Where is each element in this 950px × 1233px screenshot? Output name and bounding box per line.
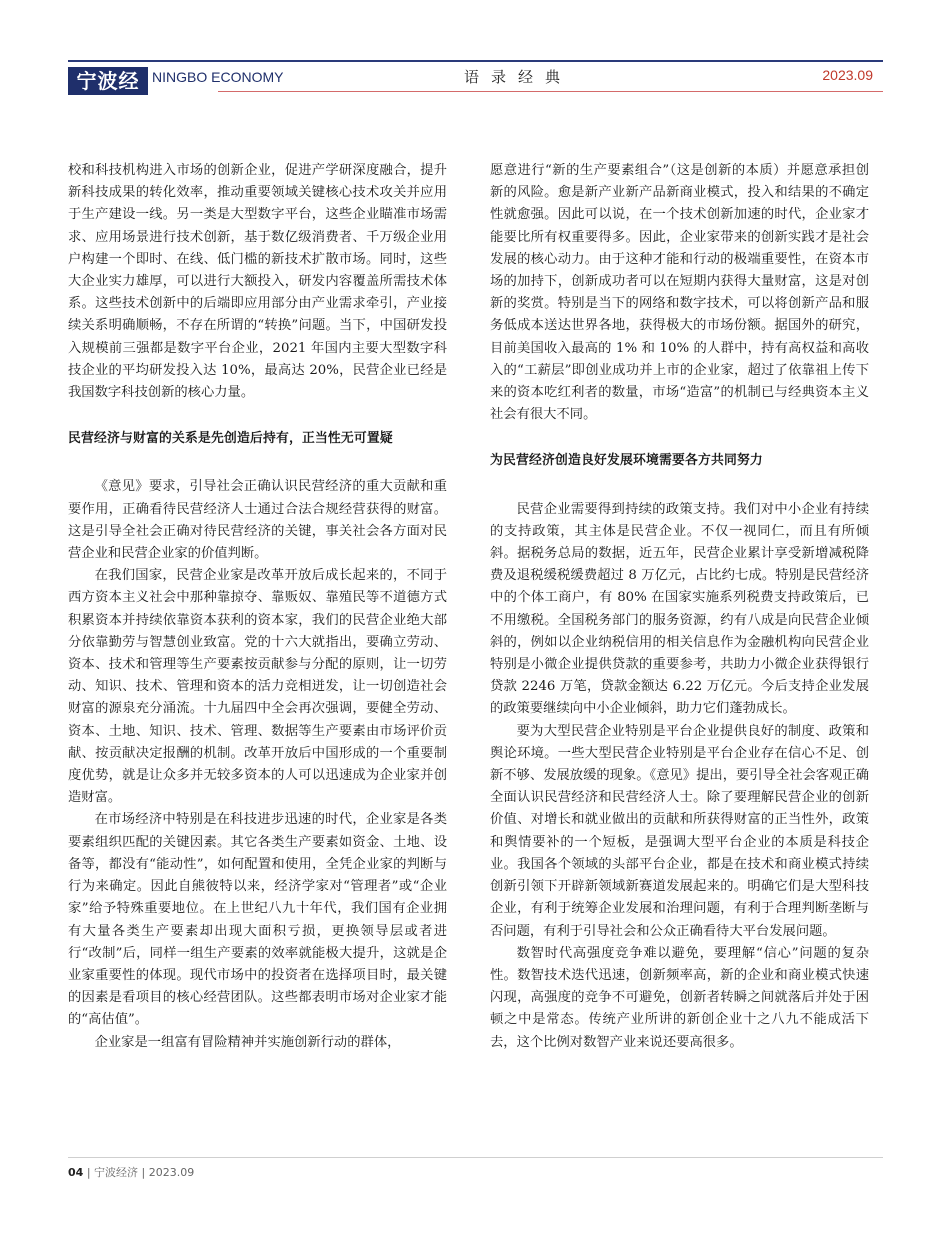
page-number: 04: [68, 1166, 84, 1179]
header-red-rule: [218, 91, 883, 92]
paragraph: 要为大型民营企业特别是平台企业提供良好的制度、政策和舆论环境。一些大型民营企业特别是平台企业存在信心不足、创新不够、发展放缓的现象。《意见》提出，要引导全社会客观正确全面认识民营经济和民营经济人士。除了要理解民营企业的创新价值、对增长和就业做出的贡献和所获得财富的正当性外，政策和舆情要补的一个短板，是强调大型平台企业的本质是科技企业。我国各个领域的头部平台企业，都是在技术和商业模式持续创新引领下开辟新领域新赛道发展起来的。明确它们是大型科技企业，有利于统筹企业发展和治理问题，有利于合理判断垄断与否问题，有利于引导社会和公众正确看待大平台发展问题。: [490, 723, 869, 939]
section-heading: 为民营经济创造良好发展环境需要各方共同努力: [490, 453, 763, 469]
right-column: [490, 160, 869, 1054]
page-header: [68, 60, 883, 121]
paragraph: 在市场经济中特别是在科技进步迅速的时代，企业家是各类要素组织匹配的关键因素。其它各类生产要素如资金、土地、设备等，都没有“能动性”，如何配置和使用，全凭企业家的判断与行为来确定。因此自熊彼特以来，经济学家对“管理者”或“企业家”给予特殊重要地位。在上世纪八九十年代，我们国有企业拥有大量各类生产要素却出现大面积亏损，更换领导层或者进行“改制”后，同样一组生产要素的效率就能极大提升，这就是企业家重要性的体现。现代市场中的投资者在选择项目时，最关键的因素是看项目的核心经营团队。这些都表明市场对企业家才能的“高估值”。: [68, 812, 447, 1028]
magazine-logo: 宁波经济: [68, 67, 148, 95]
paragraph: 在我们国家，民营企业家是改革开放后成长起来的，不同于西方资本主义社会中那种靠掠夺、靠贩奴、靠殖民等不道德方式积累资本并持续依靠资本获利的资本家，我们的民营企业绝大部分依靠勤劳与智慧创业致富。党的十六大就指出，要确立劳动、资本、技术和管理等生产要素按贡献参与分配的原则，让一切劳动、知识、技术、管理和资本的活力竞相迸发，让一切创造社会财富的源泉充分涌流。十九届四中全会再次强调，要健全劳动、资本、土地、知识、技术、管理、数据等生产要素由市场评价贡献、按贡献决定报酬的机制。改革开放后中国形成的一个重要制度优势，就是让众多并无较多资本的人可以迅速成为企业家并创造财富。: [68, 568, 447, 806]
footer-rule: [68, 1157, 883, 1158]
footer-separator: |: [141, 1166, 146, 1179]
header-top-rule: [68, 60, 883, 62]
magazine-logo-english: NINGBO ECONOMY: [152, 69, 284, 85]
footer-separator: |: [86, 1166, 91, 1179]
issue-date: 2023.09: [822, 67, 873, 83]
footer-issue: 2023.09: [148, 1166, 195, 1179]
paragraph: 《意见》要求，引导社会正确认识民营经济的重大贡献和重要作用，正确看待民营经济人士通过合法合规经营获得的财富。这是引导全社会正确对待民营经济的关键，事关社会各方面对民营企业和民营企业家的价值判断。: [68, 479, 447, 562]
section-heading: 民营经济与财富的关系是先创造后持有，正当性无可置疑: [68, 431, 393, 447]
paragraph: 企业家是一组富有冒险精神并实施创新行动的群体，: [94, 1034, 401, 1050]
left-column: [68, 160, 447, 1054]
paragraph: 校和科技机构进入市场的创新企业，促进产学研深度融合，提升新科技成果的转化效率，推动重要领域关键核心技术攻关并应用于生产建设一线。另一类是大型数字平台，这些企业瞄准市场需求、应用场景进行技术创新，基于数亿级消费者、千万级企业用户构建一个即时、在线、低门槛的新技术扩散市场。同时，这些大企业实力雄厚，可以进行大额投入，研发内容覆盖所需技术体系。这些技术创新中的后端即应用部分由产业需求牵引，产业接续关系明确顺畅，不存在所谓的“转换”问题。当下，中国研发投入规模前三强都是数字平台企业，2021 年国内主要大型数字科技企业的平均研发投入达 10%，最高达 20%，民营企业已经是我国数字科技创新的核心力量。: [68, 163, 447, 401]
paragraph: 民营企业需要得到持续的政策支持。我们对中小企业有持续的支持政策，其主体是民营企业。不仅一视同仁，而且有所倾斜。据税务总局的数据，近五年，民营企业累计享受新增减税降费及退税缓税缓费超过 8 万亿元，占比约七成。特别是民营经济中的个体工商户，有 80% 在国家实施系列税费支持政策后，已不用缴税。全国税务部门的服务资源，约有八成是向民营企业倾斜的，例如以企业纳税信用的相关信息作为金融机构向民营企业特别是小微企业提供贷款的重要参考，共助力小微企业获得银行贷款 2246 万笔，贷款金额达 6.22 万亿元。今后支持企业发展的政策要继续向中小企业倾斜，助力它们蓬勃成长。: [490, 501, 869, 717]
page-footer: [68, 1164, 194, 1180]
section-title: 语录经典: [463, 68, 572, 86]
paragraph: 愿意进行“新的生产要素组合”（这是创新的本质）并愿意承担创新的风险。愈是新产业新产品新商业模式，投入和结果的不确定性就愈强。因此可以说，在一个技术创新加速的时代，企业家才能要比所有权重要得多。因此，企业家带来的创新实践才是社会发展的核心动力。由于这种才能和行动的极端重要性，在资本市场的加持下，创新成功者可以在短期内获得大量财富，这是对创新的奖赏。特别是当下的网络和数字技术，可以将创新产品和服务低成本送达世界各地，获得极大的市场份额。据国外的研究，目前美国收入最高的 1% 和 10% 的人群中，持有高权益和高收入的“工薪层”即创业成功并上市的企业家，超过了依靠祖上传下来的资本吃红利者的数量，市场“造富”的机制已与经典资本主义社会有很大不同。: [490, 163, 869, 423]
footer-magazine-name: 宁波经济: [94, 1166, 139, 1179]
paragraph: 数智时代高强度竞争难以避免，要理解“信心”问题的复杂性。数智技术迭代迅速，创新频率高，新的企业和商业模式快速闪现，高强度的竞争不可避免，创新者转瞬之间就落后并处于困顿之中是常态。传统产业所讲的新创企业十之八九不能成活下去，这个比例对数智产业来说还要高很多。: [490, 945, 869, 1050]
